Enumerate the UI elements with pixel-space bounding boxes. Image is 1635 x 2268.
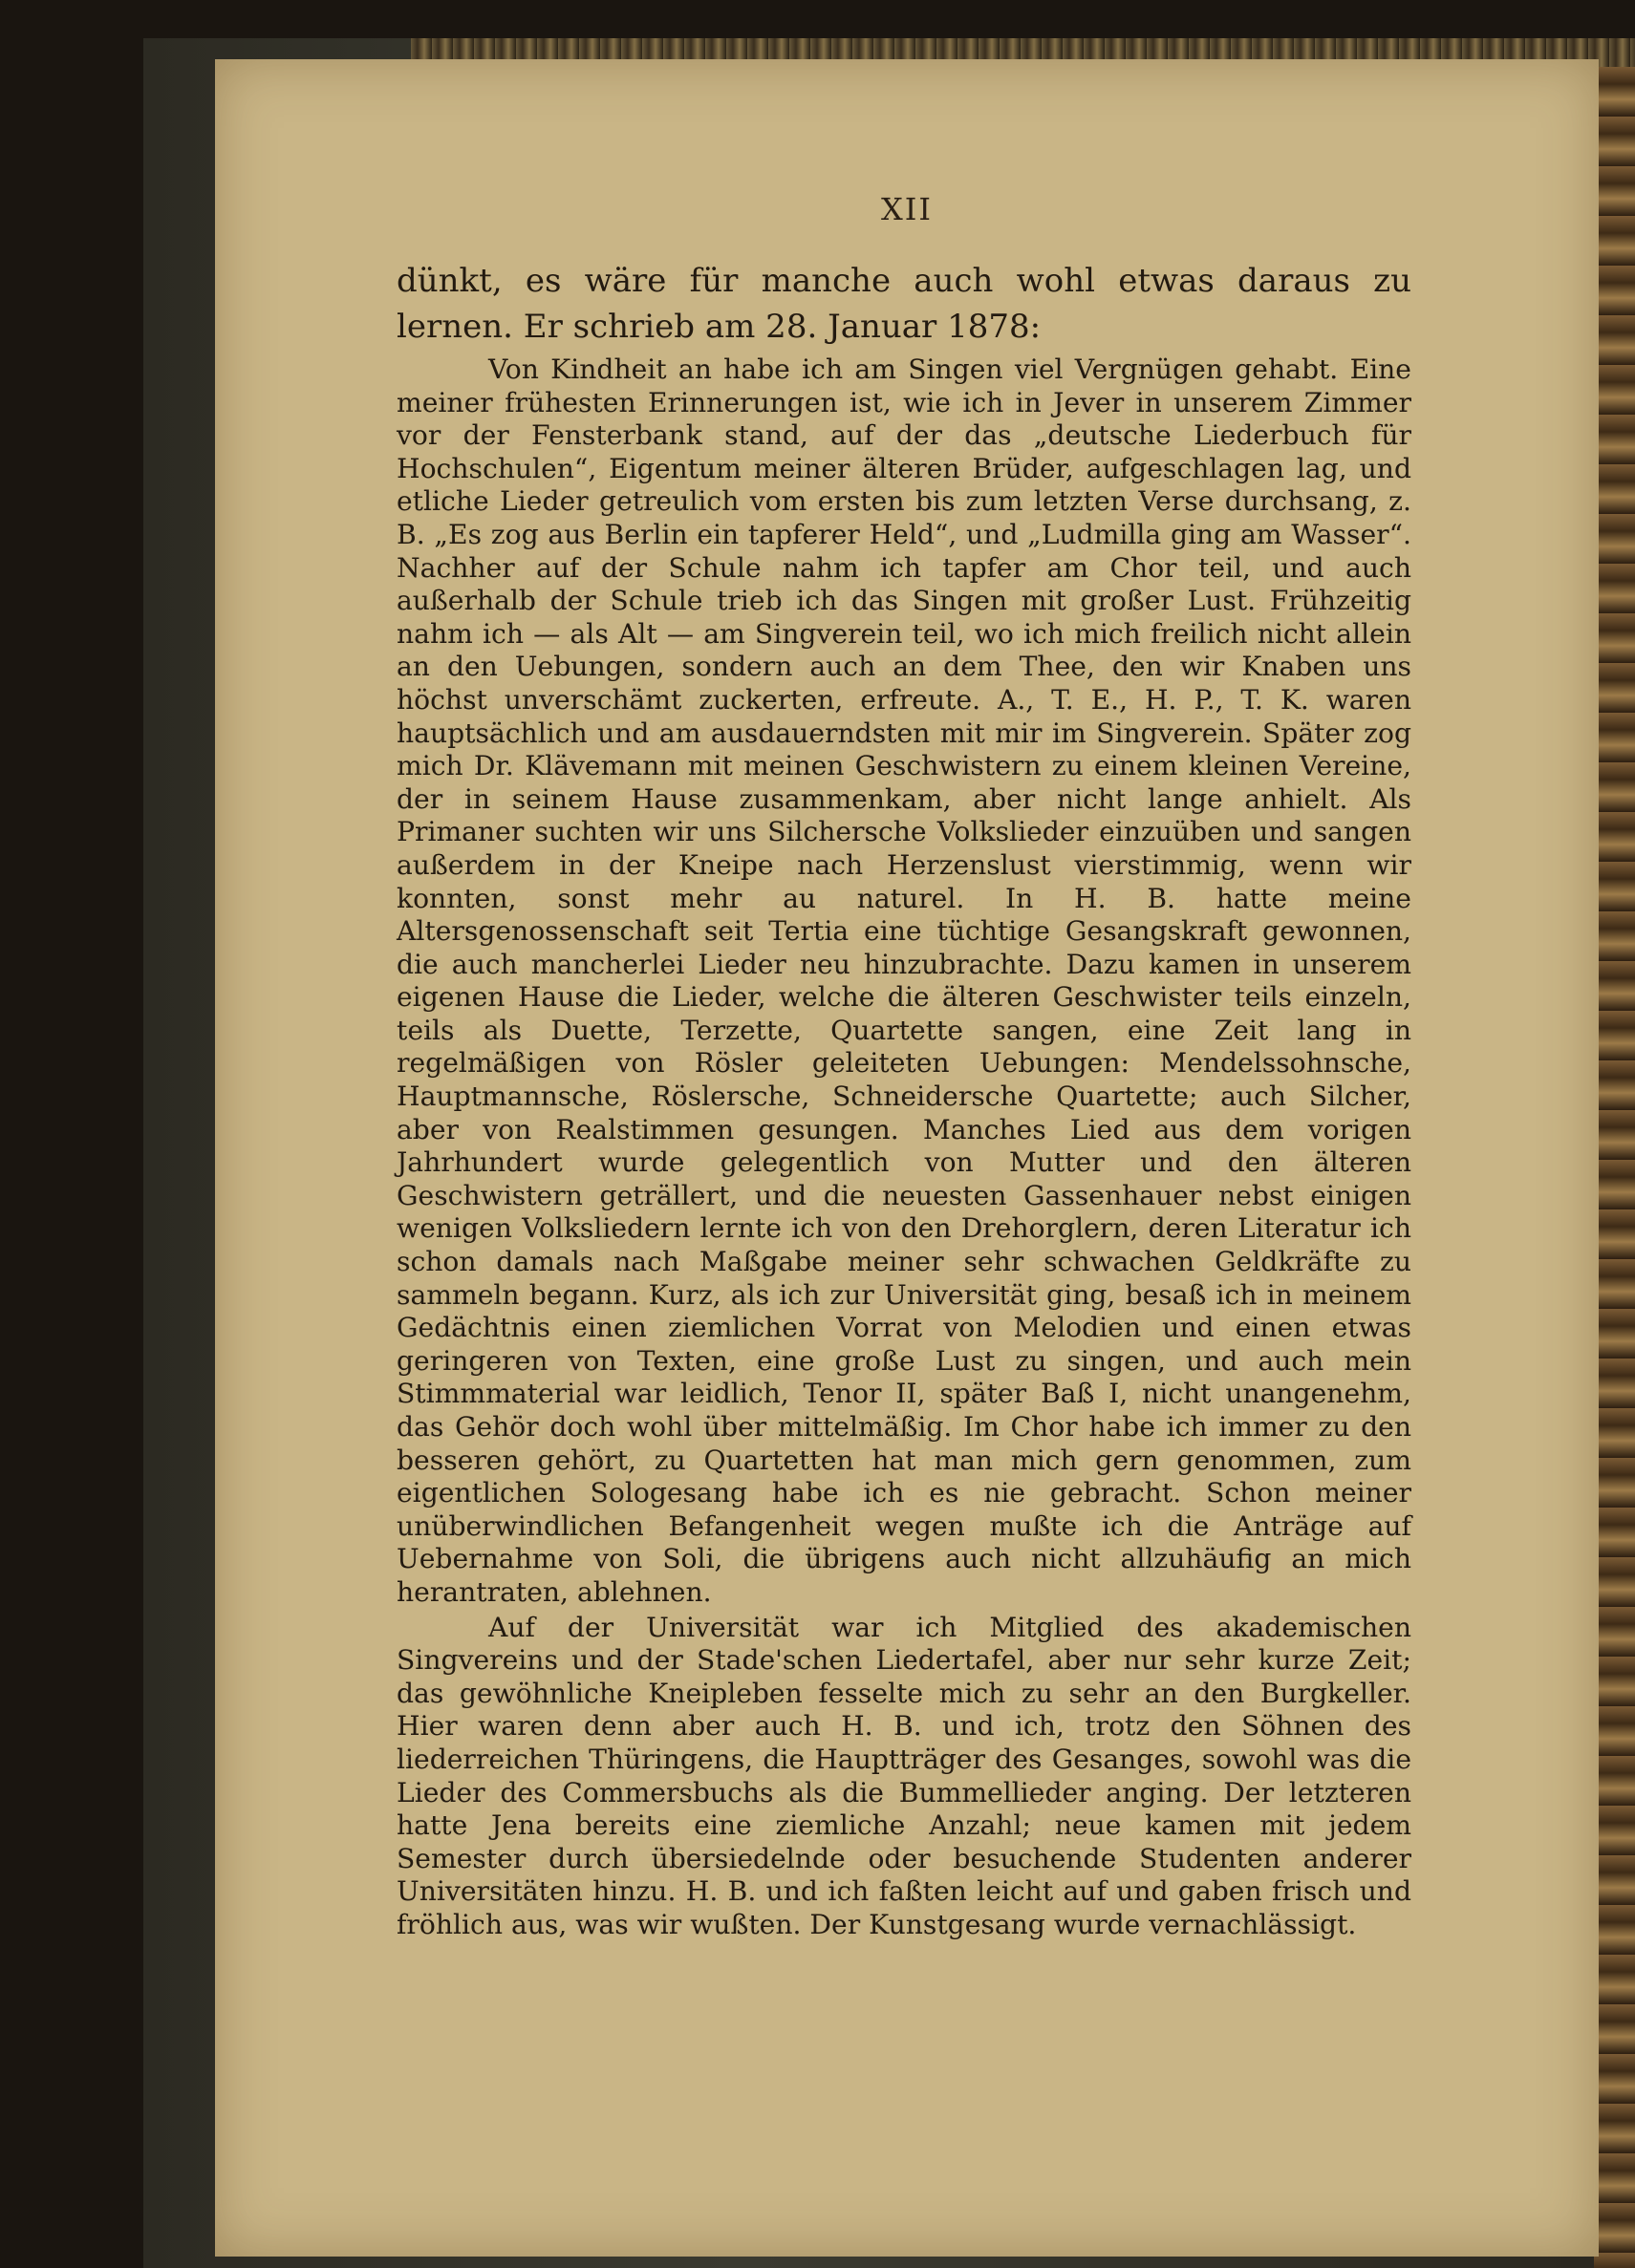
book-page (215, 59, 1599, 2257)
quote-paragraph-1: Von Kindheit an habe ich am Singen viel Vergnügen gehabt. Eine meiner frühesten Erinnerungen ist, wie ich in Jever in unserem Zimmer vor der Fensterbank stand, auf der das „deutsche Liederbuch für Hochschulen“, Eigentum meiner älteren Brüder, aufgeschlagen lag, und etliche Lieder getreulich vom ersten bis zum letzten Verse durchsang, z. B. „Es zog aus Berlin ein tapferer Held“, und „Ludmilla ging am Wasser“. Nachher auf der Schule nahm ich tapfer am Chor teil, und auch außerhalb der Schule trieb ich das Singen mit großer Lust. Frühzeitig nahm ich — als Alt — am Singverein teil, wo ich mich freilich nicht allein an den Uebungen, sondern auch an dem Thee, den wir Knaben uns höchst unverschämt zuckerten, erfreute. A., T. E., H. P., T. K. waren hauptsächlich und am ausdauerndsten mit mir im Singverein. Später zog mich Dr. Klävemann mit meinen Geschwistern zu einem kleinen Vereine, der in seinem Hause zusammenkam, aber nicht lange anhielt. Als Primaner suchten wir uns Silchersche Volkslieder einzuüben und sangen außerdem in der Kneipe nach Herzenslust vierstimmig, wenn wir konnten, sonst mehr au naturel. In H. B. hatte meine Altersgenossenschaft seit Tertia eine tüchtige Gesangskraft gewonnen, die auch mancherlei Lieder neu hinzubrachte. Dazu kamen in unserem eigenen Hause die Lieder, welche die älteren Geschwister teils einzeln, teils als Duette, Terzette, Quartette sangen, eine Zeit lang in regelmäßigen von Rösler geleiteten Uebungen: Mendelssohnsche, Hauptmannsche, Röslersche, Schneidersche Quartette; auch Silcher, aber von Realstimmen gesungen. Manches Lied aus dem vorigen Jahrhundert wurde gelegentlich von Mutter und den älteren Geschwistern geträllert, und die neuesten Gassenhauer nebst einigen wenigen Volksliedern lernte ich von den Drehorglern, deren Literatur ich schon damals nach Maßgabe meiner sehr schwachen Geldkräfte zu sammeln begann. Kurz, als ich zur Universität ging, besaß ich in meinem Gedächtnis einen ziemlichen Vorrat von Melodien und einen etwas geringeren von Texten, eine große Lust zu singen, und auch mein Stimmmaterial war leidlich, Tenor II, später Baß I, nicht unangenehm, das Gehör doch wohl über mittelmäßig. Im Chor habe ich immer zu den besseren gehört, zu Quartetten hat man mich gern genommen, zum eigentlichen Sologesang habe ich es nie gebracht. Schon meiner unüberwindlichen Befangenheit wegen mußte ich die Anträge auf Uebernahme von Soli, die übrigens auch nicht allzuhäufig an mich herantraten, ablehnen. (397, 353, 1411, 1608)
intro-text: dünkt, es wäre für manche auch wohl etwas daraus zu lernen. Er schrieb am 28. Januar 1878: (397, 262, 1411, 346)
page-number: XII (880, 191, 934, 227)
marbled-right-edge (1594, 67, 1635, 2268)
page-text (397, 258, 1411, 1942)
quote-paragraph-2: Auf der Universität war ich Mitglied des akademischen Singvereins und der Stade'schen Liedertafel, aber nur sehr kurze Zeit; das gewöhnliche Kneipleben fesselte mich zu sehr an den Burgkeller. Hier waren denn aber auch H. B. und ich, trotz den Söhnen des liederreichen Thüringens, die Hauptträger des Gesanges, sowohl was die Lieder des Commersbuchs als die Bummellieder anging. Der letzteren hatte Jena bereits eine ziemliche Anzahl; neue kamen mit jedem Semester durch übersiedelnde oder besuchende Studenten anderer Universitäten hinzu. H. B. und ich faßten leicht auf und gaben frisch und fröhlich aus, was wir wußten. Der Kunstgesang wurde vernachlässigt. (397, 1611, 1411, 1940)
